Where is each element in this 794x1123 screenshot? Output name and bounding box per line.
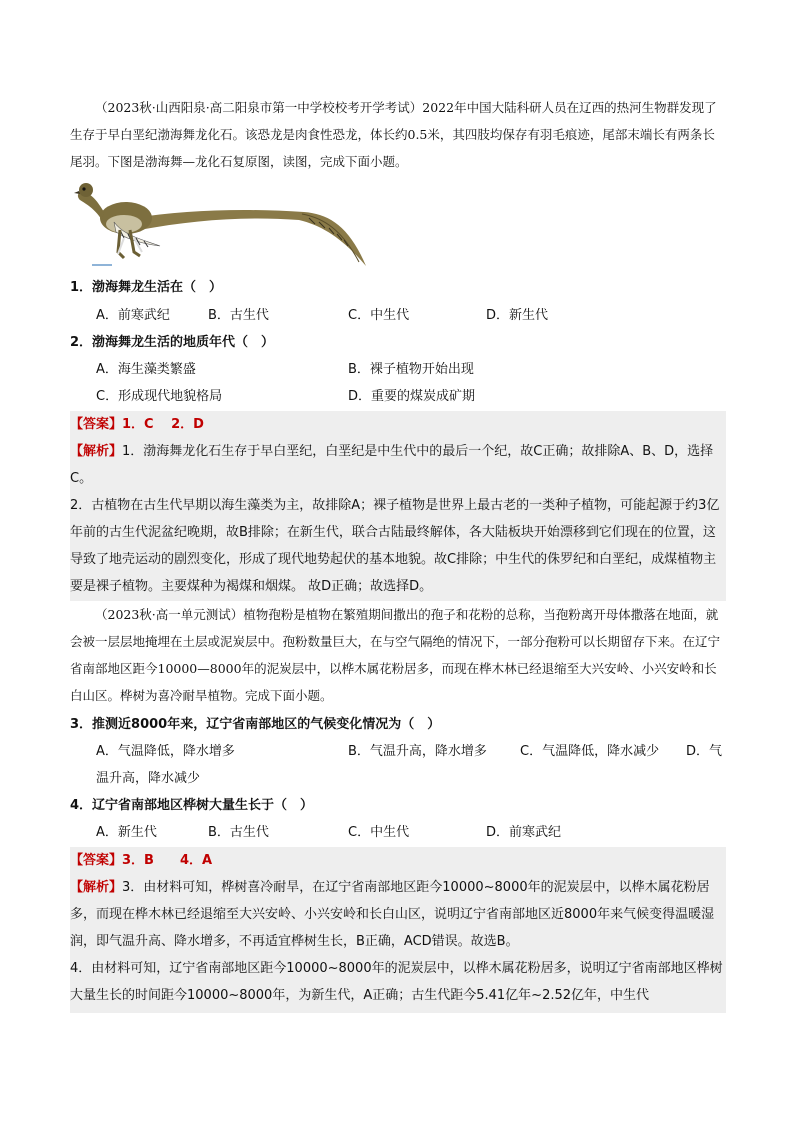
answer-tag: 【答案】 xyxy=(70,417,123,432)
q1-option-c[interactable]: C．中生代 xyxy=(348,308,410,323)
answer-text-2: 3．B 4．A xyxy=(122,853,213,868)
question-3 xyxy=(70,711,726,738)
q4-option-c[interactable]: C．中生代 xyxy=(348,825,410,840)
q2-option-b[interactable]: B．裸子植物开始出现 xyxy=(348,362,474,377)
passage-2-text: （2023秋·高一单元测试）植物孢粉是植物在繁殖期间撒出的孢子和花粉的总称，当孢粉离开母体撒落在地面，就会被一层层地掩埋在土层或泥炭层中。孢粉数量巨大，在与空气隔绝的情况下，一部分孢粉可以长期留存下来。在辽宁省南部地区距今10000—8000年的泥炭层中，以桦木属花粉居多，而现在桦木林已经退缩至大兴安岭、小兴安岭和长白山区。桦树为喜冷耐旱植物。完成下面小题。 xyxy=(70,607,721,703)
q4-option-b[interactable]: B．古生代 xyxy=(208,825,269,840)
analysis-2: 2．古植物在古生代早期以海生藻类为主，故排除A；裸子植物是世界上最古老的一类种子植物，可能起源于约3亿年前的古生代泥盆纪晚期，故B排除；在新生代，联合古陆最终解体，各大陆板块开始漂移到它们现在的位置，这导致了地壳运动的剧烈变化，形成了现代地势起伏的基本地貌。故C排除；中生代的侏罗纪和白垩纪，成煤植物主要是裸子植物。主要煤种为褐煤和烟煤。 故D正确；故选择D。 xyxy=(70,498,720,594)
q1-option-d[interactable]: D．新生代 xyxy=(486,308,549,323)
passage-1-text: （2023秋·山西阳泉·高二阳泉市第一中学校校考开学考试）2022年中国大陆科研人员在辽西的热河生物群发现了生存于早白垩纪渤海舞龙化石。该恐龙是肉食性恐龙，体长约0.5米，其四肢均保存有羽毛痕迹，尾部末端长有两条长尾羽。下图是渤海舞—龙化石复原图，读图，完成下面小题。 xyxy=(70,100,717,169)
question-4-options xyxy=(96,819,726,846)
question-2 xyxy=(70,329,726,356)
question-2-options-row1 xyxy=(96,356,726,383)
q1-option-b[interactable]: B．古生代 xyxy=(208,308,269,323)
question-3-options xyxy=(96,738,726,765)
answer-block-1 xyxy=(70,411,726,601)
q4-option-d[interactable]: D．前寒武纪 xyxy=(486,825,562,840)
q3-option-d-wrap: 温升高，降水减少 xyxy=(96,771,201,786)
answer-tag-2: 【答案】 xyxy=(70,853,123,868)
answer-text-1: 1．C 2．D xyxy=(122,417,204,432)
q1-option-a[interactable]: A．前寒武纪 xyxy=(96,308,170,323)
question-4-stem: 4．辽宁省南部地区桦树大量生长于（ ） xyxy=(70,798,314,813)
analysis-1: 1．渤海舞龙化石生存于早白垩纪，白垩纪是中生代中的最后一个纪，故C正确；故排除A、B、D，选择C。 xyxy=(70,444,714,486)
question-1-options xyxy=(96,302,726,329)
passage-1 xyxy=(70,94,726,175)
question-2-stem: 2．渤海舞龙生活的地质年代（ ） xyxy=(70,335,275,350)
q3-option-d[interactable]: D．气 xyxy=(686,744,723,759)
question-1 xyxy=(70,274,726,301)
passage-2 xyxy=(70,601,726,709)
question-2-options-row2 xyxy=(96,383,726,410)
dinosaur-illustration xyxy=(74,178,374,270)
q2-option-d[interactable]: D．重要的煤炭成矿期 xyxy=(348,389,476,404)
q2-option-c[interactable]: C．形成现代地貌格局 xyxy=(96,389,223,404)
q3-option-c[interactable]: C．气温降低，降水减少 xyxy=(520,744,660,759)
q3-option-a[interactable]: A．气温降低，降水增多 xyxy=(96,744,235,759)
question-3-stem: 3．推测近8000年来，辽宁省南部地区的气候变化情况为（ ） xyxy=(70,717,441,732)
q3-option-b[interactable]: B．气温升高，降水增多 xyxy=(348,744,487,759)
question-1-stem: 1．渤海舞龙生活在（ ） xyxy=(70,280,223,295)
analysis-tag-2: 【解析】 xyxy=(70,880,123,895)
answer-block-2 xyxy=(70,847,726,1013)
question-3-options-wrap xyxy=(96,765,726,792)
q2-option-a[interactable]: A．海生藻类繁盛 xyxy=(96,362,196,377)
question-4 xyxy=(70,792,726,819)
q4-option-a[interactable]: A．新生代 xyxy=(96,825,157,840)
analysis-tag: 【解析】 xyxy=(70,444,123,459)
analysis-3: 3．由材料可知，桦树喜冷耐旱，在辽宁省南部地区距今10000~8000年的泥炭层中，以桦木属花粉居多，而现在桦木林已经退缩至大兴安岭、小兴安岭和长白山区，说明辽宁省南部地区近8000年来气候变得温暖湿润，即气温升高、降水增多，不再适宜桦树生长，B正确，ACD错误。故选B。 xyxy=(70,880,715,949)
analysis-4: 4．由材料可知，辽宁省南部地区距今10000~8000年的泥炭层中，以桦木属花粉居多，说明辽宁省南部地区桦树大量生长的时间距今10000~8000年，为新生代，A正确；古生代距今5.41亿年~2.52亿年，中生代 xyxy=(70,961,723,1003)
